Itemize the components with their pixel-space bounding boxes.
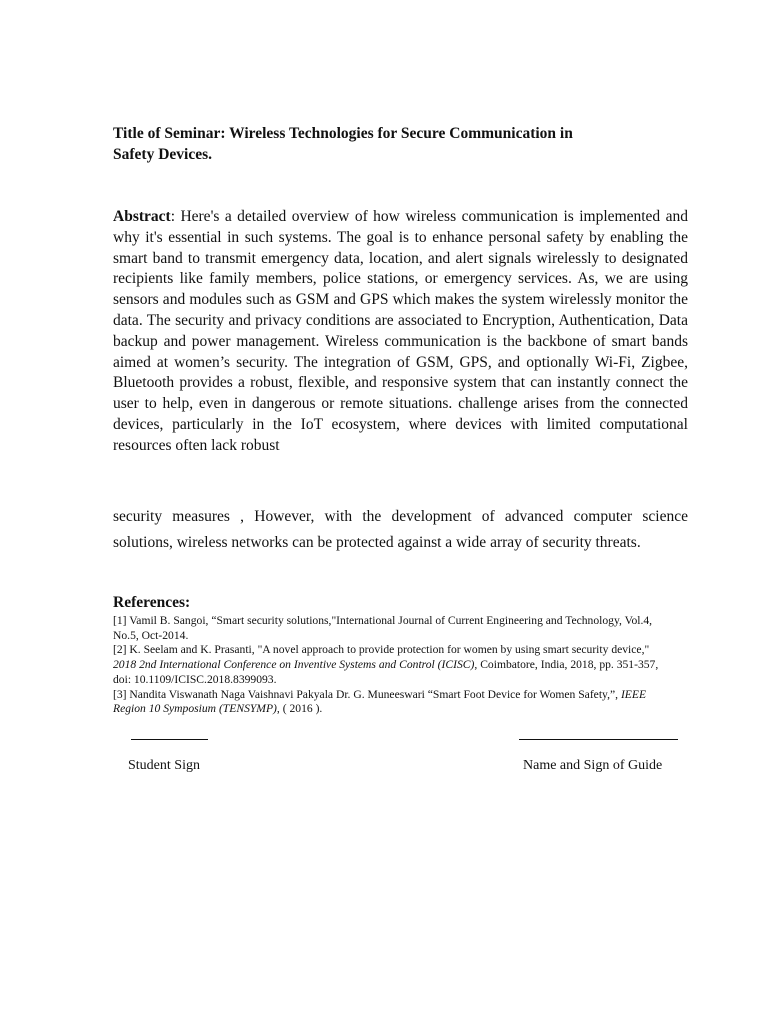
reference-3-tail: , ( 2016 ).: [276, 702, 323, 716]
seminar-title-line-1: Title of Seminar: Wireless Technologies for Secure Communication in: [113, 125, 573, 142]
guide-signature-line: [519, 739, 678, 740]
reference-3-text: [3] Nandita Viswanath Naga Vaishnavi Pakyala Dr. G. Muneeswari “Smart Foot Device for Women Safety,”,: [113, 687, 621, 701]
references-list: [113, 614, 673, 717]
guide-sign-label: Name and Sign of Guide: [523, 758, 663, 773]
seminar-title: [113, 123, 673, 165]
seminar-title-line-2: Safety Devices.: [113, 146, 212, 163]
reference-3-venue: IEEE Region 10 Symposium (TENSYMP): [113, 687, 647, 716]
reference-item-3: [113, 688, 673, 717]
abstract-label: Abstract: [113, 208, 171, 225]
abstract-body: : Here's a detailed overview of how wireless communication is implemented and why it's essential in such systems. The goal is to enhance personal safety by enabling the smart band to transmit emergency data, location, and alert signals wirelessly to designated recipients like family members, police stations, or emergency services. As, we are using sensors and modules such as GSM and GPS which makes the system wirelessly monitor the data. The security and privacy conditions are associated to Encryption, Authentication, Data backup and power management. Wireless communication is the backbone of smart bands aimed at women’s security. The integration of GSM, GPS, and optionally Wi-Fi, Zigbee, Bluetooth provides a robust, flexible, and responsive system that can instantly connect the user to help, even in dangerous or remote situations. challenge arises from the connected devices, particularly in the IoT ecosystem, where devices with limited computational resources often lack robust: [113, 208, 688, 454]
reference-item-2: [113, 643, 673, 687]
student-sign-label: Student Sign: [128, 758, 200, 773]
abstract-continuation: security measures , However, with the development of advanced computer science solutions, wireless networks can be protected against a wide array of security threats.: [113, 508, 688, 551]
reference-2-tail: , Coimbatore, India, 2018, pp. 351-357, doi: 10.1109/ICISC.2018.8399093.: [113, 658, 659, 686]
student-signature-line: [131, 739, 208, 740]
abstract-paragraph: [113, 207, 688, 457]
references-heading: References:: [113, 594, 191, 611]
reference-2-text: [2] K. Seelam and K. Prasanti, "A novel approach to provide protection for women by using smart security device,": [113, 643, 650, 657]
reference-2-venue: 2018 2nd International Conference on Inventive Systems and Control (ICISC): [113, 658, 475, 672]
reference-item-1: [113, 614, 673, 643]
reference-1-text: [1] Vamil B. Sangoi, “Smart security solutions,"International Journal of Current Engineering and Technology, Vol.4, No.5, Oct-2014.: [113, 614, 653, 642]
